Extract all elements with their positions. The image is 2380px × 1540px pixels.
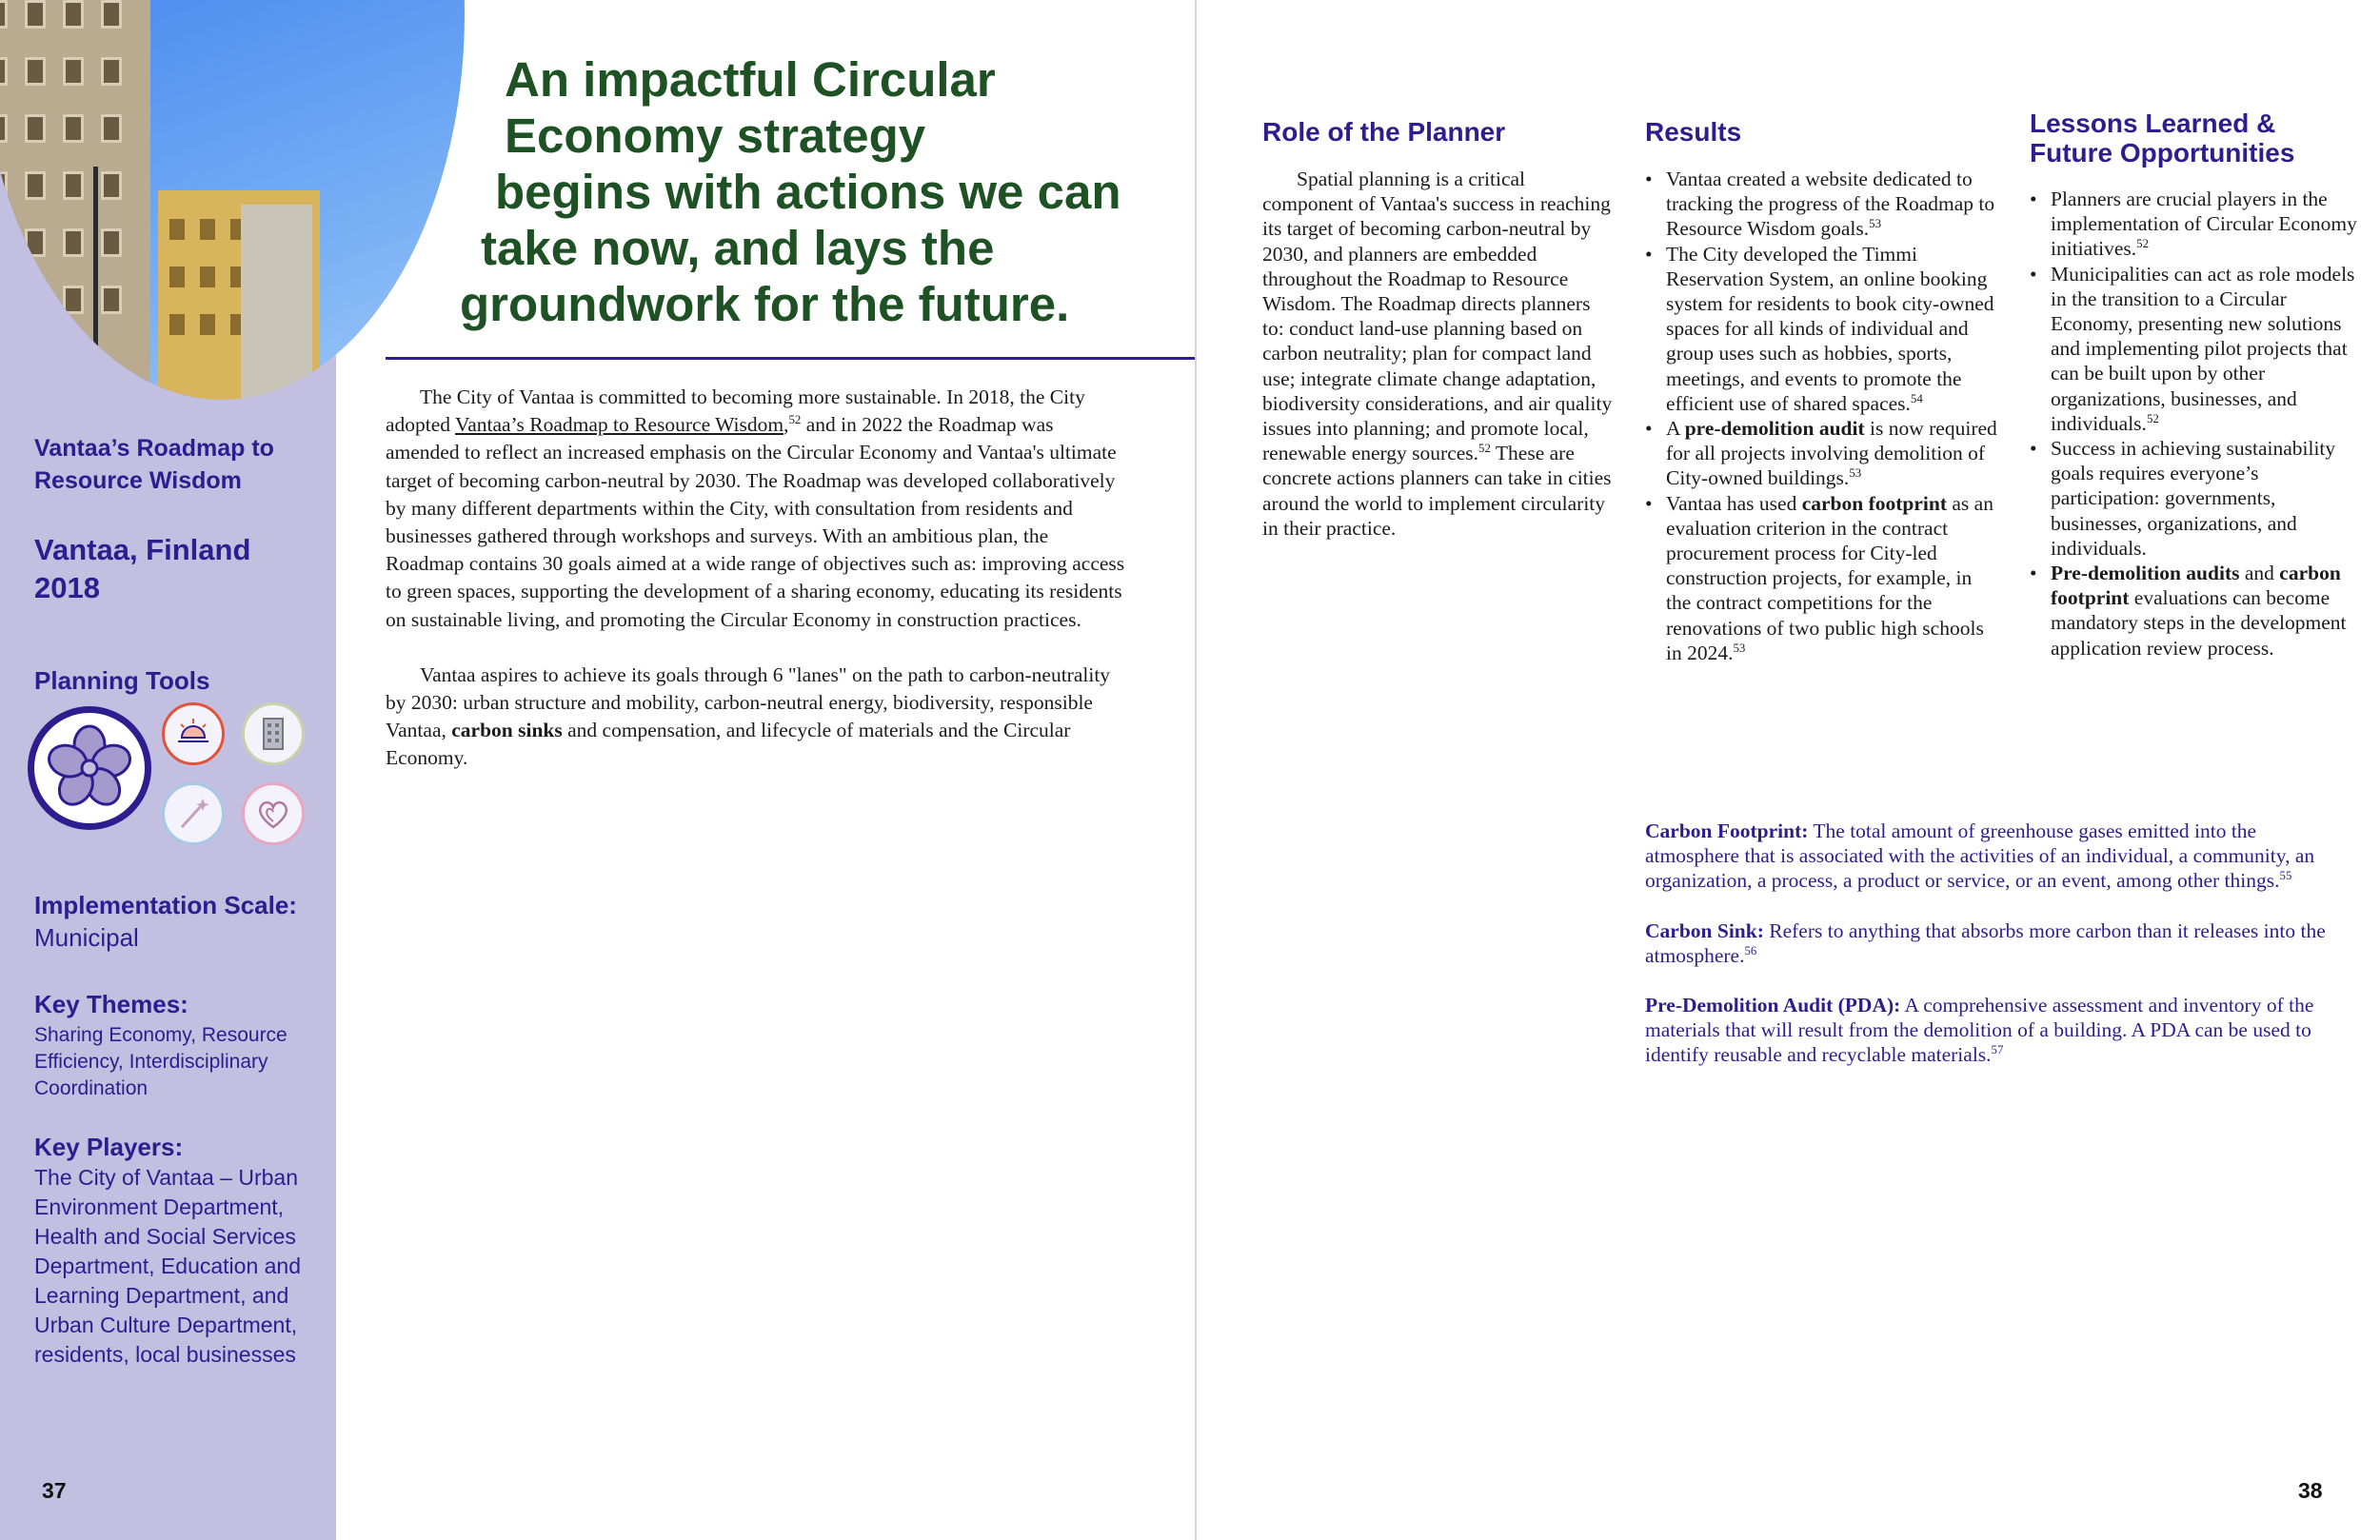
role-of-planner-text xyxy=(1262,167,1615,541)
glossary-definition: A comprehensive assessment and inventory of the materials that will result from the demolition of a building. A PDA can be used to identify reusable and recyclable materials. xyxy=(1645,994,2314,1067)
glossary-definition: Refers to anything that absorbs more carbon than it releases into the atmosphere. xyxy=(1645,918,2326,967)
text-span: is now required for all projects involving demolition of City-owned buildings. xyxy=(1666,417,1997,490)
results-heading: Results xyxy=(1645,117,1742,147)
list-item xyxy=(2030,561,2358,661)
list-item xyxy=(2030,436,2358,561)
glossary-term: Pre-Demolition Audit (PDA): xyxy=(1645,994,1901,1017)
text-span: and xyxy=(2239,562,2280,585)
glossary-term: Carbon Sink: xyxy=(1645,918,1764,942)
bold-term: carbon sinks xyxy=(451,719,563,742)
city-building-photo xyxy=(0,0,465,400)
magic-wand-icon xyxy=(162,782,225,845)
implementation-scale-value: Municipal xyxy=(34,923,139,952)
body-paragraph: The City of Vantaa is committed to becoming more sustainable. In 2018, the City adopted Vantaa’s Roadmap to Resource Wisdom,$^{52}$ and in 2022 the Roadmap was amended to reflect an increased emphasis on the Circular Economy and Vantaa's ultimate target of becoming carbon-neutral by 2030. The Roadmap was developed collaboratively by many different departments within the City, with consultation from residents and businesses gathered through workshops and surveys. With an ambitious plan, the Roadmap contains 30 goals aimed at a wide range of objectives such as: improving access to green spaces, supporting the development of a sharing economy, educating its residents on sustainable living, and promoting the Circular Economy in construction practices. xyxy=(386,385,1125,631)
text-span: Municipalities can act as role models in the transition to a Circular Economy, presenting new solutions and implementing pilot projects that can be built upon by other organizations, businesses, and individuals. xyxy=(2051,262,2355,435)
footnote-ref: 52 xyxy=(2146,411,2159,425)
text-span: Vantaa aspires to achieve its goals through 6 "lanes" on the path to carbon-neutrality by 2030: urban structure and mobility, carbon-neutral energy, biodiversity, responsible Vantaa, xyxy=(386,662,1111,742)
list-item xyxy=(1645,242,1999,416)
text-span: and in 2022 the Roadmap was amended to reflect an increased emphasis on the Circular Economy and Vantaa's ultimate target of becoming carbon-neutral by 2030. The Roadmap was developed collaboratively by many different departments within the City, with consultation from residents and businesses gathered through workshops and surveys. With an ambitious plan, the Roadmap contains 30 goals aimed at a wide range of objectives such as: improving access to green spaces, supporting the development of a sharing economy, educating its residents on sustainable living, and promoting the Circular Economy in construction practices. xyxy=(386,413,1125,631)
text-span: Vantaa created a website dedicated to tracking the progress of the Roadmap to Resource Wisdom goals. xyxy=(1666,168,1995,241)
bold-term: carbon footprint xyxy=(1801,491,1947,515)
key-themes-value: Sharing Economy, Resource Efficiency, Interdisciplinary Coordination xyxy=(34,1024,288,1099)
concrete-building xyxy=(0,0,150,400)
headline-line: take now, and lays the xyxy=(481,221,995,275)
text-span: The City developed the Timmi Reservation System, an online booking system for residents to book city-owned spaces for all kinds of individual and group uses such as hobbies, sports, meetings, and events to promote the efficient use of shared spaces. xyxy=(1666,242,1994,415)
results-list xyxy=(1645,167,1999,665)
text-span: A xyxy=(1666,417,1685,441)
text-span: Spatial planning is a critical component of Vantaa's success in reaching its target of becoming carbon-neutral by 2030, and planners are embedded throughout the Roadmap to Resource Wisdom. The Roadmap directs planners to: conduct land-use planning based on carbon neutrality; plan for compact land use; integrate climate change adaptation, biodiversity considerations, and air quality issues into planning; and promote local, renewable energy sources. xyxy=(1262,168,1613,465)
headline-line: groundwork for the future. xyxy=(460,277,1070,331)
footnote-ref: 53 xyxy=(1849,466,1862,481)
footnote-ref: 53 xyxy=(1733,641,1746,655)
glossary-definition: The total amount of greenhouse gases emitted into the atmosphere that is associated with the activities of an individual, a community, an organization, a process, a product or service, or an event, among other things. xyxy=(1645,819,2315,893)
glossary-entry xyxy=(1645,993,2340,1068)
footnote-ref: 53 xyxy=(1869,217,1882,231)
location-text: Vantaa, Finland xyxy=(34,533,251,566)
glossary-entry xyxy=(1645,819,2340,894)
text-span: and compensation, and lifecycle of materials and the Circular Economy. xyxy=(386,719,1071,770)
text-span: as an evaluation criterion in the contract procurement process for City-led construction projects, for example, in the contract competitions for the renovations of two public high schools in 2024. xyxy=(1666,491,1993,664)
footnote-ref: 52 xyxy=(788,413,802,427)
case-study-title: Vantaa’s Roadmap to Resource Wisdom xyxy=(34,435,274,494)
page-number-right: 38 xyxy=(2298,1478,2323,1503)
list-item xyxy=(1645,167,1999,242)
lessons-list xyxy=(2030,187,2358,661)
glossary-term: Carbon Footprint: xyxy=(1645,819,1809,842)
lessons-learned-heading: Lessons Learned & Future Opportunities xyxy=(2030,109,2295,168)
implementation-scale-label: Implementation Scale: xyxy=(34,891,297,919)
body-paragraph xyxy=(1262,167,1615,541)
footnote-ref: 56 xyxy=(1744,943,1757,958)
building-icon xyxy=(242,702,305,765)
pull-quote-headline xyxy=(457,51,1190,332)
text-span: The City of Vantaa is committed to becoming more sustainable. In 2018, the City adopted xyxy=(386,385,1085,437)
flower-icon xyxy=(28,706,151,830)
key-themes-label: Key Themes: xyxy=(34,990,188,1018)
text-span: Vantaa has used xyxy=(1666,491,1802,515)
role-of-planner-heading: Role of the Planner xyxy=(1262,117,1506,147)
street-lamp xyxy=(93,167,98,400)
text-span: Success in achieving sustainability goals requires everyone’s participation: governments, businesses, organizations, and individuals. xyxy=(2051,437,2336,560)
scaffolding xyxy=(241,205,312,400)
text-span: Planners are crucial players in the implementation of Circular Economy initiatives. xyxy=(2051,188,2357,261)
headline-line: begins with actions we can xyxy=(495,165,1121,219)
heart-icon xyxy=(242,782,305,845)
case-location xyxy=(34,531,320,607)
bold-term: pre-demolition audit xyxy=(1684,417,1865,441)
footnote-ref: 57 xyxy=(1991,1043,2004,1057)
key-players-label: Key Players: xyxy=(34,1133,184,1161)
body-paragraph xyxy=(386,661,1128,773)
text-span: evaluations can become mandatory steps in the development application review process. xyxy=(2051,586,2347,660)
page-number-left: 37 xyxy=(42,1478,67,1503)
footnote-ref: 55 xyxy=(2279,869,2292,883)
headline-divider xyxy=(386,357,1196,360)
bold-term: carbon footprint xyxy=(2051,562,2341,610)
list-item xyxy=(1645,491,1999,665)
page-divider xyxy=(1195,0,1197,1540)
headline-line: Economy strategy xyxy=(505,109,926,163)
footnote-ref: 54 xyxy=(1910,391,1923,405)
glossary xyxy=(1645,819,2340,1093)
planning-tools-label: Planning Tools xyxy=(34,666,210,695)
text-span: These are concrete actions planners can take in cities around the world to implement circularity in their practice. xyxy=(1262,442,1612,540)
sunrise-icon xyxy=(162,702,225,765)
headline-line: An impactful Circular xyxy=(505,52,996,107)
bold-term: Pre-demolition audits xyxy=(2051,562,2240,585)
list-item xyxy=(2030,262,2358,436)
footnote-ref: 52 xyxy=(2136,237,2150,251)
list-item xyxy=(2030,187,2358,262)
list-item xyxy=(1645,416,1999,491)
body-text xyxy=(386,384,1128,800)
roadmap-link[interactable]: Vantaa’s Roadmap to Resource Wisdom xyxy=(455,413,784,437)
glossary-entry xyxy=(1645,918,2340,968)
footnote-ref: 52 xyxy=(1478,442,1491,456)
year-text: 2018 xyxy=(34,571,100,604)
key-players-value: The City of Vantaa – Urban Environment Department, Health and Social Services Department, Education and Learning Department, and Urban Culture Department, residents, local businesses xyxy=(34,1165,302,1367)
